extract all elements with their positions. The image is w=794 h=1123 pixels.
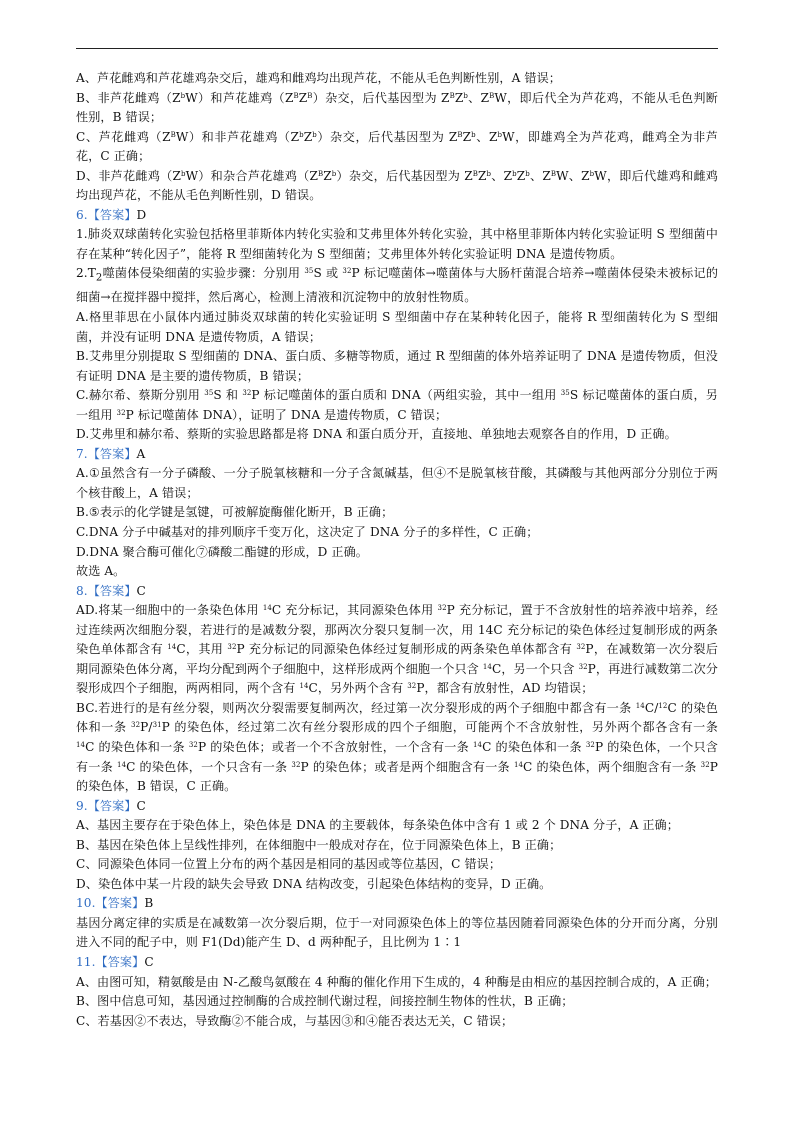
- paragraph: B.⑤表示的化学键是氢键，可被解旋酶催化断开，B 正确；: [76, 505, 394, 520]
- document-body: [76, 69, 718, 1031]
- paragraph: B.艾弗里分别提取 S 型细菌的 DNA、蛋白质、多糖等物质，通过 R 型细菌的体外培养证明了 DNA 是遗传物质，但没有证明 DNA 是主要的遗传物质，B 错误；: [76, 349, 718, 383]
- answer-choice: B: [144, 896, 154, 911]
- answer-label: 6.【答案】: [76, 207, 137, 222]
- answer-heading: [76, 894, 718, 914]
- paragraph: C、若基因②不表达，导致酶②不能合成，与基因③和④能否表达无关，C 错误；: [76, 1013, 514, 1028]
- paragraph: D.艾弗里和赫尔希、蔡斯的实验思路都是将 DNA 和蛋白质分开，直接地、单独地去观察各自的作用，D 正确。: [76, 427, 677, 442]
- answer-choice: C: [144, 955, 154, 970]
- header-rule: [76, 48, 718, 49]
- paragraph: C、芦花雌鸡$(Z^BW)$和非芦花雄鸡$(Z^bZ^b)$杂交，后代基因型为 $Z^BZ^b$、$Z^bW$，即雄鸡全为芦花鸡，雌鸡全为非芦花，C 正确；: [76, 129, 718, 164]
- answer-heading: [76, 953, 718, 973]
- paragraph: 故选 A。: [76, 564, 126, 579]
- paragraph: 基因分离定律的实质是在减数第一次分裂后期，位于一对同源染色体上的等位基因随着同源染色体的分开而分离，分别进入不同的配子中，则 F1(Dd)能产生 D、d 两种配子，且比例为 1∶1: [76, 915, 718, 950]
- paragraph: AD.将某一细胞中的一条染色体用 $^{14}$C 充分标记，其同源染色体用 $^{32}$P 充分标记，置于不含放射性的培养液中培养，经过连续两次细胞分裂，若进行的是减数分裂，那两次分裂只复制一次，用 14C 充分标记的染色体经过复制形成的两条染色单体都含有 $^{14}$C，其用 $^{32}$P 充分标记的同源染色体经过复制形成的两条染色单体都含有 $^{32}$P，在减数第一次分裂后期同源染色体分离，平均分配到两个子细胞中，这样形成两个细胞一个只含 $^{14}$C，另一个只含 $^{32}$P，再进行减数第二次分裂形成四个子细胞，两两相同，两个含有 $^{14}$C，另外两个含有 $^{32}$P，都含有放射性，AD 均错误；: [76, 603, 718, 696]
- paragraph: A、由图可知，精氨酸是由 N-乙酸鸟氨酸在 4 种酶的催化作用下生成的，4 种酶是由相应的基因控制合成的，A 正确；: [76, 974, 717, 989]
- answer-label: 7.【答案】: [76, 446, 137, 461]
- paragraph: 1.肺炎双球菌转化实验包括格里菲斯体内转化实验和艾弗里体外转化实验，其中格里菲斯体内转化实验证明 S 型细菌中存在某种“转化因子”，能将 R 型细菌转化为 S 型细菌；艾弗里体外转化实验证明 DNA 是遗传物质。: [76, 227, 718, 261]
- paragraph: A、基因主要存在于染色体上，染色体是 DNA 的主要载体，每条染色体中含有 1 或 2 个 DNA 分子，A 正确；: [76, 818, 679, 833]
- answer-choice: C: [136, 798, 146, 813]
- paragraph: BC.若进行的是有丝分裂，则两次分裂需要复制两次，经过第一次分裂形成的两个子细胞中都含有一条 $^{14}$C/$^{12}$C 的染色体和一条 $^{32}$P/$^{31}$P 的染色体，经过第二次有丝分裂形成的四个子细胞，可能两个不含放射性，另外两个都各含有一条 $^{14}$C 的染色体和一条 $^{32}$P 的染色体；或者一个不含放射性，一个含有一条 $^{14}$C 的染色体和一条 $^{32}$P 的染色体，一个只含有一条 $^{14}$C 的染色体，一个只含有一条 $^{32}$P 的染色体；或者是两个细胞含有一条 $^{14}$C 的染色体，两个细胞含有一条 $^{32}$P 的染色体，B 错误，C 正确。: [76, 700, 718, 794]
- answer-heading: [76, 445, 718, 465]
- paragraph: A、芦花雌鸡和芦花雄鸡杂交后，雄鸡和雌鸡均出现芦花，不能从毛色判断性别，A 错误；: [76, 71, 561, 85]
- answer-label: 10.【答案】: [76, 896, 145, 911]
- answer-heading: [76, 797, 718, 817]
- paragraph: B、基因在染色体上呈线性排列，在体细胞中一般成对存在，位于同源染色体上，B 正确；: [76, 837, 562, 852]
- answer-choice: A: [136, 446, 146, 461]
- answer-heading: [76, 582, 718, 602]
- paragraph: A.格里菲思在小鼠体内通过肺炎双球菌的转化实验证明 S 型细菌中存在某种转化因子，能将 R 型细菌转化为 S 型细菌，并没有证明 DNA 是遗传物质，A 错误；: [76, 309, 718, 344]
- paragraph: D.DNA 聚合酶可催化⑦磷酸二酯键的形成，D 正确。: [76, 544, 368, 559]
- answer-heading: [76, 206, 718, 226]
- answer-choice: C: [136, 583, 146, 598]
- answer-choice: D: [136, 207, 147, 222]
- paragraph: $2.T_2$噬菌体侵染细菌的实验步骤：分别用 $^{35}$S 或 $^{32}$P 标记噬菌体→噬菌体与大肠杆菌混合培养→噬菌体侵染未被标记的细菌→在搅拌器中搅拌，然后离心，检测上清液和沉淀物中的放射性物质。: [76, 266, 719, 305]
- paragraph: D、非芦花雌鸡$(Z^bW)$和杂合芦花雄鸡$(Z^BZ^b)$杂交，后代基因型为 $Z^BZ^b$、$Z^bZ^b$、$Z^BW$、$Z^bW$，即后代雄鸡和雌鸡均出现芦花，不能从毛色判断性别，D 错误。: [76, 168, 719, 203]
- paragraph: D、染色体中某一片段的缺失会导致 DNA 结构改变，引起染色体结构的变异，D 正确。: [76, 876, 552, 891]
- paragraph: C、同源染色体同一位置上分布的两个基因是相同的基因或等位基因，C 错误；: [76, 857, 502, 872]
- answer-label: 11.【答案】: [76, 955, 145, 970]
- paragraph: C.赫尔希、蔡斯分别用 $^{35}$S 和 $^{32}$P 标记噬菌体的蛋白质和 DNA（两组实验，其中一组用 $^{35}$S 标记噬菌体的蛋白质，另一组用 $^{32}$P 标记噬菌体 DNA），证明了 DNA 是遗传物质，C 错误；: [76, 388, 719, 422]
- answer-label: 9.【答案】: [76, 798, 137, 813]
- paragraph: B、图中信息可知，基因通过控制酶的合成控制代谢过程，间接控制生物体的性状，B 正确；: [76, 994, 574, 1009]
- paragraph: A.①虽然含有一分子磷酸、一分子脱氧核糖和一分子含氮碱基，但④不是脱氧核苷酸，其磷酸与其他两部分分别位于两个核苷酸上，A 错误；: [76, 466, 718, 500]
- paragraph: B、非芦花雌鸡$(Z^bW)$和芦花雄鸡$(Z^BZ^B)$杂交，后代基因型为 $Z^BZ^b$、$Z^BW$，即后代全为芦花鸡，不能从毛色判断性别，B 错误；: [76, 90, 718, 125]
- paragraph: C.DNA 分子中碱基对的排列顺序千变万化，这决定了 DNA 分子的多样性，C 正确；: [76, 524, 539, 539]
- answer-label: 8.【答案】: [76, 583, 137, 598]
